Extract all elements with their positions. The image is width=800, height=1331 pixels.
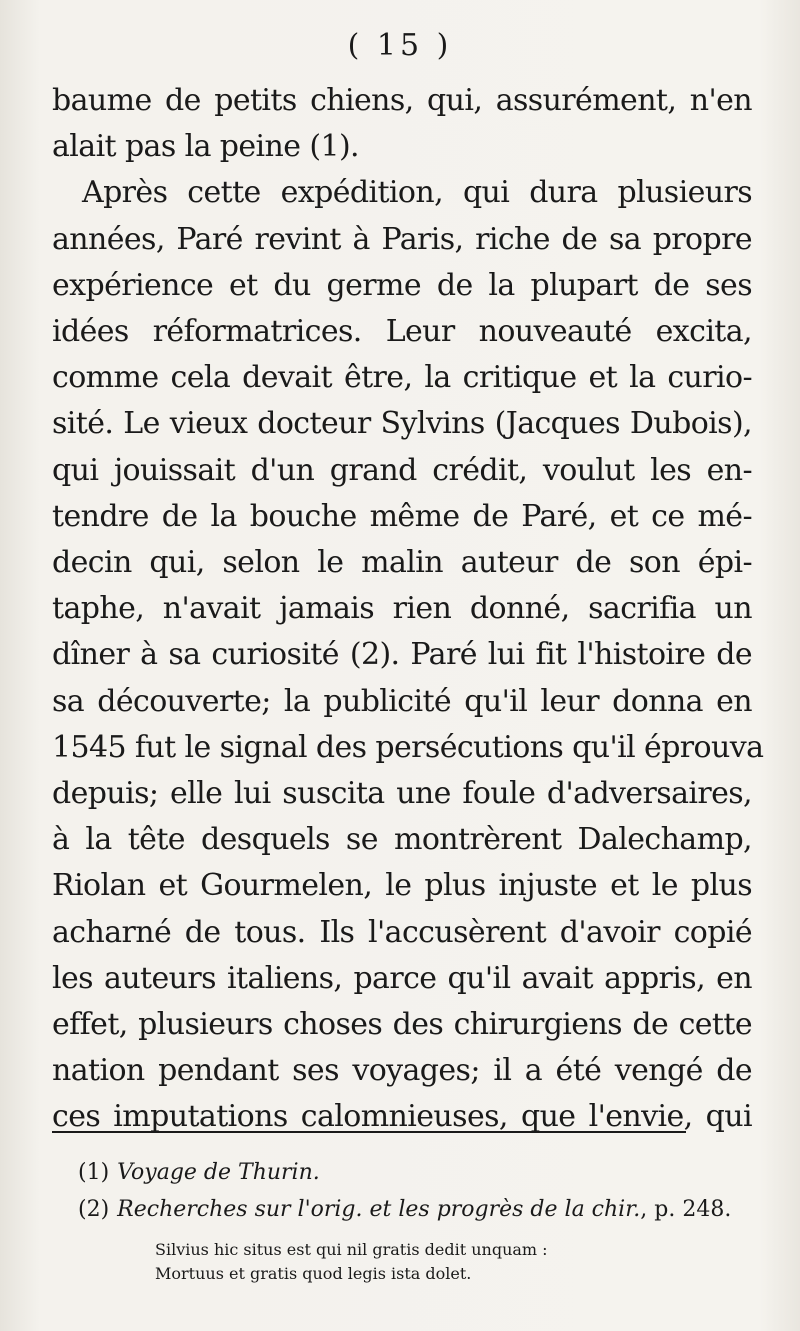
page-number: ( 15 ): [347, 28, 453, 63]
text-line: taphe, n'avait jamais rien donné, sacrifia un: [52, 591, 752, 627]
footnote-page-ref: , p. 248.: [640, 1197, 732, 1222]
text-line: sa découverte; la publicité qu'il leur donna en: [52, 683, 752, 719]
text-line: ces imputations calomnieuses, que l'envie, qui: [52, 1099, 752, 1135]
text-line: années, Paré revint à Paris, riche de sa propre: [52, 221, 752, 257]
text-line: Après cette expédition, qui dura plusieurs: [82, 175, 752, 211]
text-line: les auteurs italiens, parce qu'il avait appris, en: [52, 960, 752, 996]
text-line: decin qui, selon le malin auteur de son épi-: [52, 545, 752, 581]
text-line: expérience et du germe de la plupart de ses: [52, 267, 752, 303]
text-line: alait pas la peine (1).: [52, 129, 359, 165]
footnote-marker: (1): [78, 1160, 110, 1185]
text-line: effet, plusieurs choses des chirurgiens de cette: [52, 1007, 752, 1043]
text-line: sité. Le vieux docteur Sylvins (Jacques Dubois),: [52, 406, 752, 442]
footnote-marker: (2): [78, 1197, 110, 1222]
footnote-text: Recherches sur l'orig. et les progrès de la chir.: [117, 1197, 641, 1222]
footnote-2: [78, 1191, 732, 1228]
text-line: 1545 fut le signal des persécutions qu'il éprouva: [52, 729, 764, 765]
footnote-rule: [52, 1131, 686, 1133]
footnote-1: [78, 1154, 698, 1191]
text-line: qui jouissait d'un grand crédit, voulut les en-: [52, 452, 752, 488]
epitaph-line: Silvius hic situs est qui nil gratis dedit unquam :: [155, 1240, 548, 1259]
text-line: dîner à sa curiosité (2). Paré lui fit l'histoire de: [52, 637, 752, 673]
text-line: idées réformatrices. Leur nouveauté excita,: [52, 314, 752, 350]
main-text: [52, 78, 764, 1141]
text-line: depuis; elle lui suscita une foule d'adversaires,: [52, 776, 752, 812]
footnote-text: Voyage de Thurin.: [117, 1160, 320, 1185]
epitaph-line: Mortuus et gratis quod legis ista dolet.: [155, 1264, 472, 1283]
text-line: baume de petits chiens, qui, assurément, n'en: [52, 83, 752, 118]
text-line: tendre de la bouche même de Paré, et ce mé-: [52, 498, 752, 534]
text-line: Riolan et Gourmelen, le plus injuste et le plus: [52, 868, 752, 904]
epitaph: [155, 1238, 655, 1286]
text-line: comme cela devait être, la critique et la curio-: [52, 360, 752, 396]
text-line: à la tête desquels se montrèrent Dalechamp,: [52, 822, 752, 858]
text-line: nation pendant ses voyages; il a été vengé de: [52, 1053, 752, 1089]
text-line: acharné de tous. Ils l'accusèrent d'avoir copié: [52, 914, 752, 950]
footnotes: [78, 1154, 732, 1228]
